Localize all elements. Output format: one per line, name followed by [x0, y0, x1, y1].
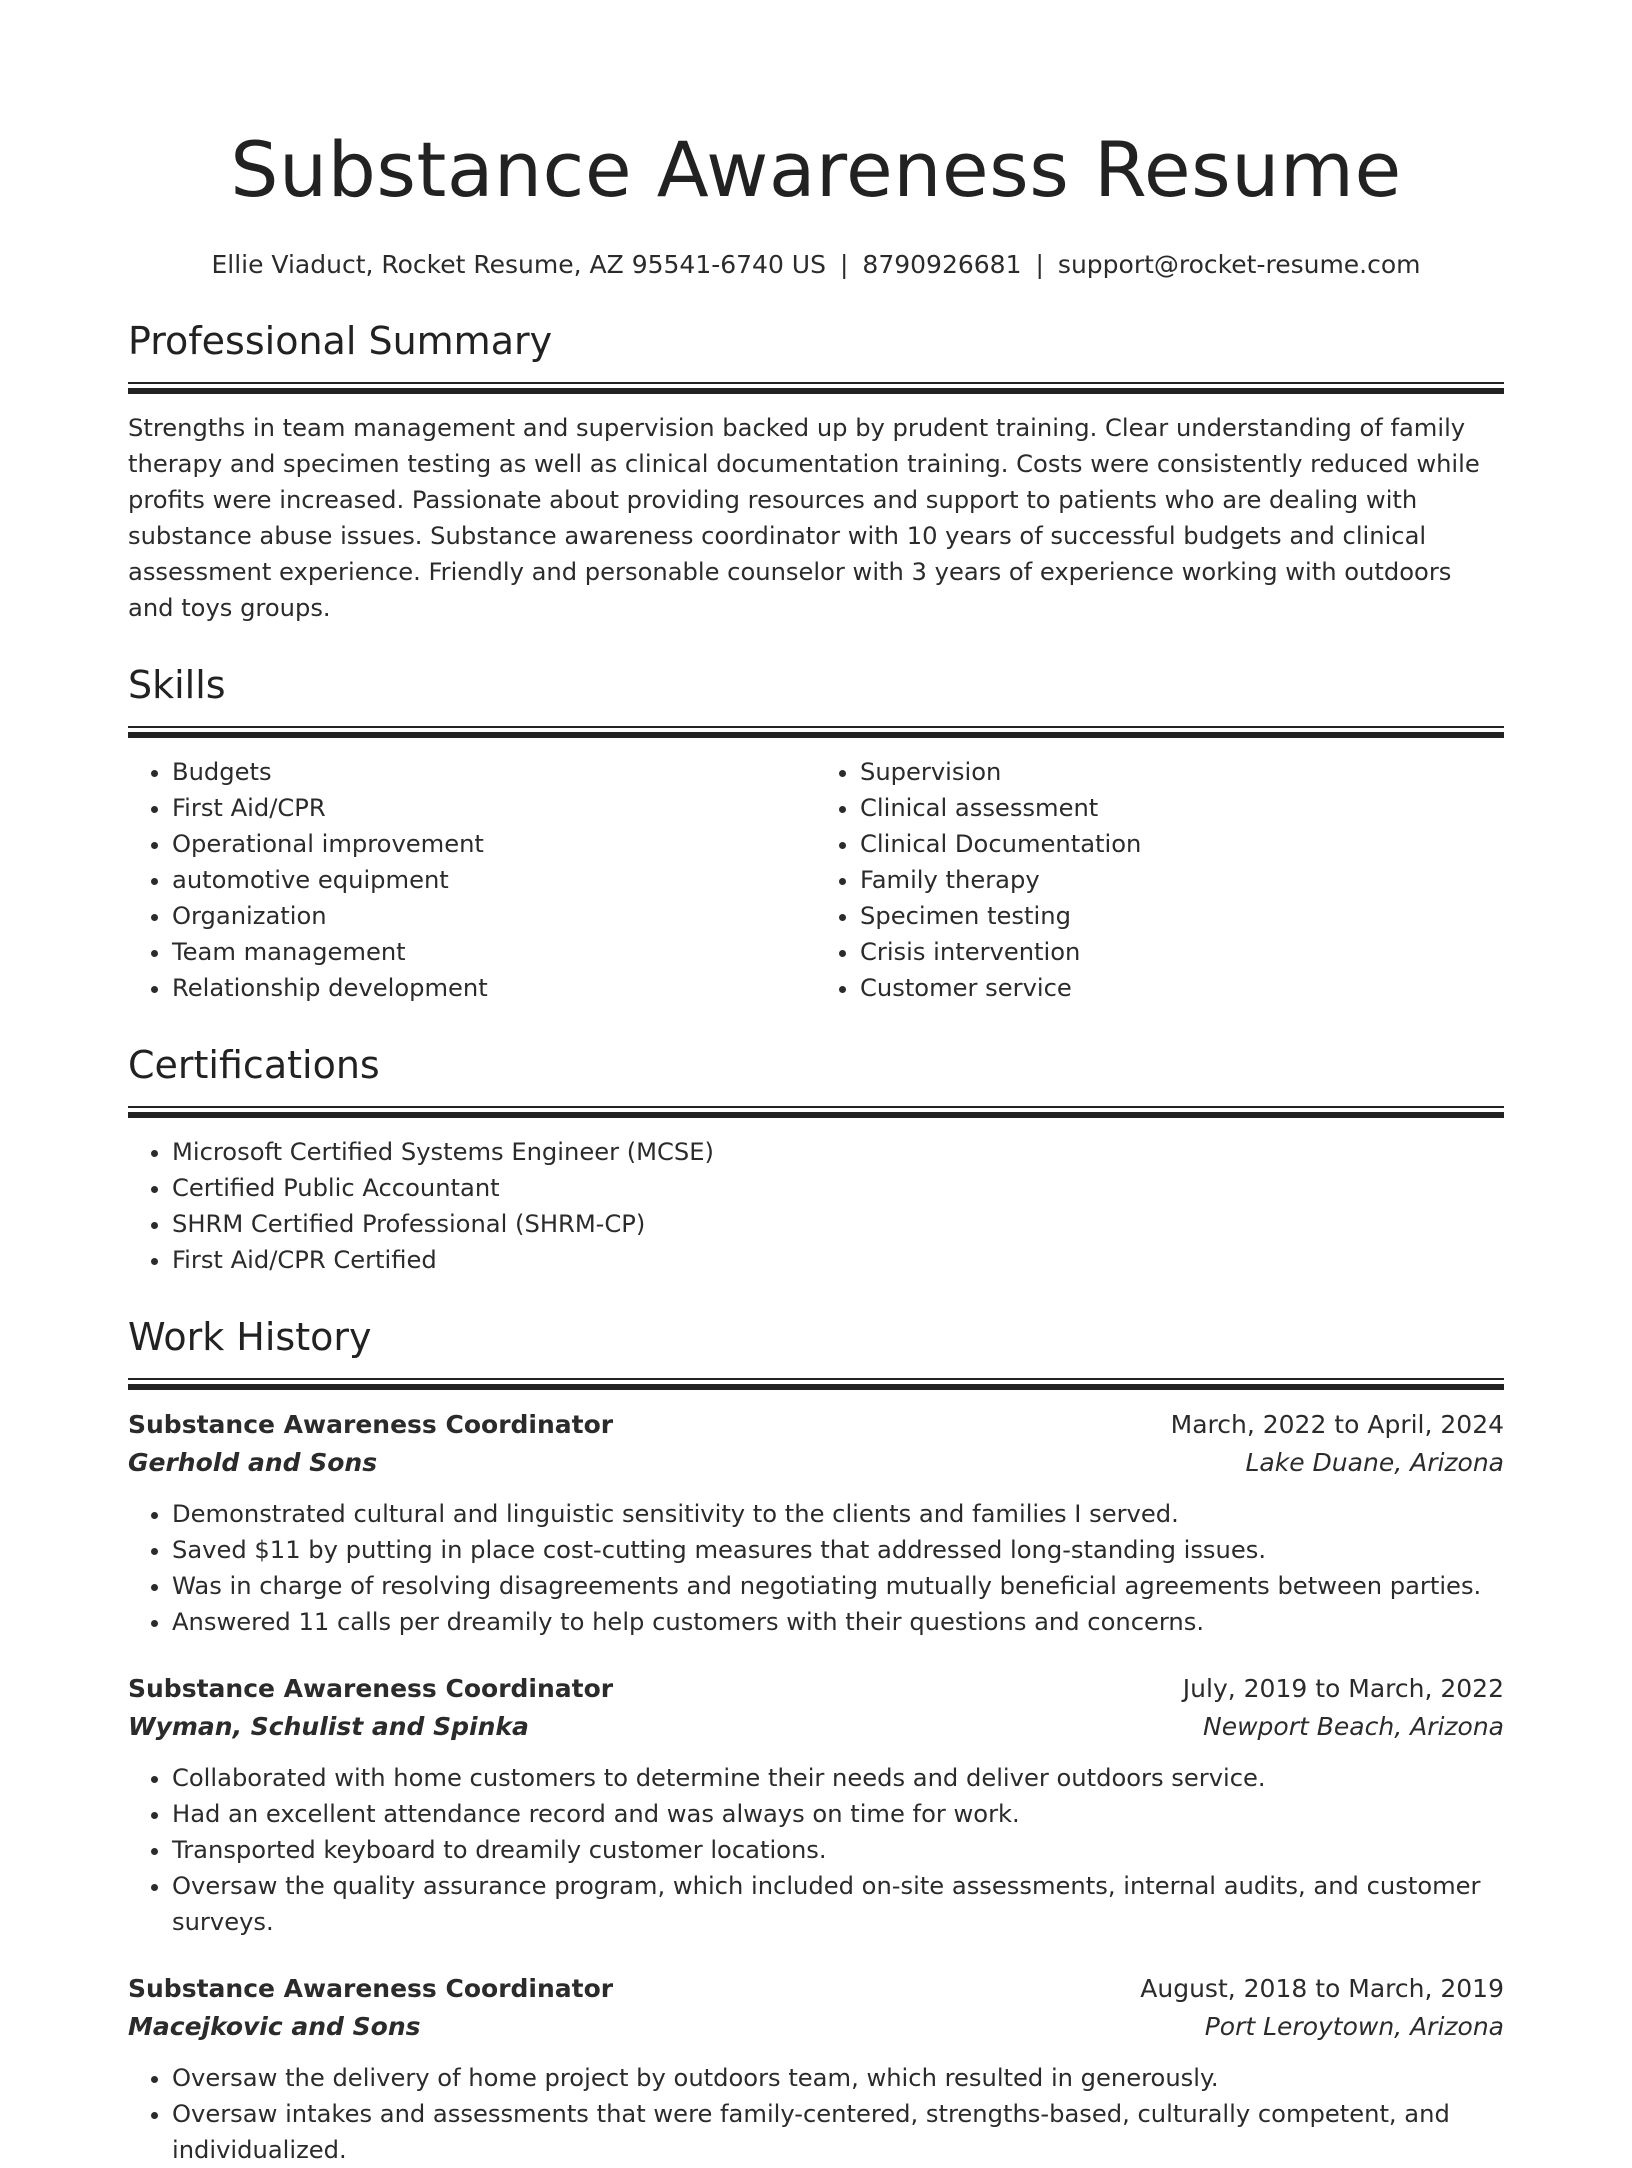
skill-item: • Supervision	[860, 754, 1504, 790]
job-title: Substance Awareness Coordinator	[128, 1674, 614, 1703]
section-divider	[128, 1112, 1504, 1118]
job-employer-row	[128, 1444, 1504, 1482]
job-company: Macejkovic and Sons	[128, 2012, 421, 2041]
contact-phone: 8790926681	[862, 250, 1022, 279]
skill-item: • Family therapy	[860, 862, 1504, 898]
skill-item: • Team management	[172, 934, 816, 970]
contact-email: support@rocket-resume.com	[1057, 250, 1421, 279]
job-bullet: • Transported keyboard to dreamily customer locations.	[172, 1832, 1504, 1868]
skills-heading: Skills	[128, 663, 226, 707]
job-bullet: • Oversaw intakes and assessments that were family-centered, strengths-based, culturally competent, and individualized.	[172, 2096, 1504, 2168]
contact-separator: |	[1035, 250, 1044, 279]
work-section-header	[128, 1312, 1504, 1390]
job-bullet: • Oversaw the delivery of home project by outdoors team, which resulted in generously.	[172, 2060, 1504, 2096]
certification-item: • Certified Public Accountant	[172, 1170, 1504, 1206]
job-company: Wyman, Schulist and Spinka	[128, 1712, 529, 1741]
summary-heading: Professional Summary	[128, 319, 553, 363]
job-bullet: • Demonstrated cultural and linguistic sensitivity to the clients and families I served.	[172, 1496, 1504, 1532]
job-bullet: • Saved $11 by putting in place cost-cutting measures that addressed long-standing issues.	[172, 1532, 1504, 1568]
summary-text: Strengths in team management and supervision backed up by prudent training. Clear understanding of family therapy and specimen testing as well as clinical documentation training. Costs were consistently reduced while profits were increased. Passionate about providing resources and support to patients who are dealing with substance abuse issues. Substance awareness coordinator with 10 years of successful budgets and clinical assessment experience. Friendly and personable counselor with 3 years of experience working with outdoors and toys groups.	[128, 414, 1480, 622]
skills-list	[128, 754, 1504, 1006]
job-dates: August, 2018 to March, 2019	[1140, 1974, 1504, 2003]
certifications-section-header	[128, 1040, 1504, 1118]
skill-item: • Organization	[172, 898, 816, 934]
work-heading: Work History	[128, 1315, 372, 1359]
skill-item: • Clinical Documentation	[860, 826, 1504, 862]
job-bullet: • Was in charge of resolving disagreements and negotiating mutually beneficial agreements between parties.	[172, 1568, 1504, 1604]
certification-item: • SHRM Certified Professional (SHRM-CP)	[172, 1206, 1504, 1242]
skill-item: • automotive equipment	[172, 862, 816, 898]
skill-item: • Clinical assessment	[860, 790, 1504, 826]
job-bullets	[128, 1496, 1504, 1640]
job-company: Gerhold and Sons	[128, 1448, 378, 1477]
contact-line	[128, 248, 1504, 282]
job-location: Lake Duane, Arizona	[1245, 1448, 1504, 1477]
skill-item: • Crisis intervention	[860, 934, 1504, 970]
skill-item: • First Aid/CPR	[172, 790, 816, 826]
certification-item: • Microsoft Certified Systems Engineer (MCSE)	[172, 1134, 1504, 1170]
skill-item: • Relationship development	[172, 970, 816, 1006]
skills-column-left	[128, 754, 816, 1006]
job-header-row	[128, 1670, 1504, 1708]
certifications-list	[128, 1134, 1504, 1278]
job-title: Substance Awareness Coordinator	[128, 1410, 614, 1439]
section-divider	[128, 1384, 1504, 1390]
job-entry	[128, 1670, 1504, 1940]
job-location: Newport Beach, Arizona	[1203, 1712, 1504, 1741]
job-bullet: • Answered 11 calls per dreamily to help customers with their questions and concerns.	[172, 1604, 1504, 1640]
summary-section-header	[128, 316, 1504, 394]
contact-separator: |	[839, 250, 849, 279]
resume-title: Substance Awareness Resume	[230, 125, 1402, 214]
certifications-heading: Certifications	[128, 1043, 380, 1087]
job-header-row	[128, 1406, 1504, 1444]
skill-item: • Customer service	[860, 970, 1504, 1006]
job-title: Substance Awareness Coordinator	[128, 1974, 614, 2003]
section-divider	[128, 382, 1504, 384]
section-divider	[128, 388, 1504, 394]
job-dates: March, 2022 to April, 2024	[1170, 1410, 1504, 1439]
job-bullet: • Collaborated with home customers to determine their needs and deliver outdoors service.	[172, 1760, 1504, 1796]
section-divider	[128, 726, 1504, 728]
certification-item: • First Aid/CPR Certified	[172, 1242, 1504, 1278]
job-bullets	[128, 2060, 1504, 2168]
job-employer-row	[128, 2008, 1504, 2046]
job-employer-row	[128, 1708, 1504, 1746]
skills-section-header	[128, 660, 1504, 738]
job-bullet: • Had an excellent attendance record and was always on time for work.	[172, 1796, 1504, 1832]
skill-item: • Operational improvement	[172, 826, 816, 862]
job-entry	[128, 1970, 1504, 2168]
skill-item: • Budgets	[172, 754, 816, 790]
section-divider	[128, 732, 1504, 738]
job-dates: July, 2019 to March, 2022	[1182, 1674, 1504, 1703]
section-divider	[128, 1106, 1504, 1108]
job-bullet: • Oversaw the quality assurance program, which included on-site assessments, internal audits, and customer surveys.	[172, 1868, 1504, 1940]
job-header-row	[128, 1970, 1504, 2008]
skill-item: • Specimen testing	[860, 898, 1504, 934]
contact-address: Ellie Viaduct, Rocket Resume, AZ 95541-6740 US	[211, 250, 826, 279]
section-divider	[128, 1378, 1504, 1380]
job-location: Port Leroytown, Arizona	[1204, 2012, 1504, 2041]
job-bullets	[128, 1760, 1504, 1940]
skills-column-right	[816, 754, 1504, 1006]
job-entry	[128, 1406, 1504, 1640]
